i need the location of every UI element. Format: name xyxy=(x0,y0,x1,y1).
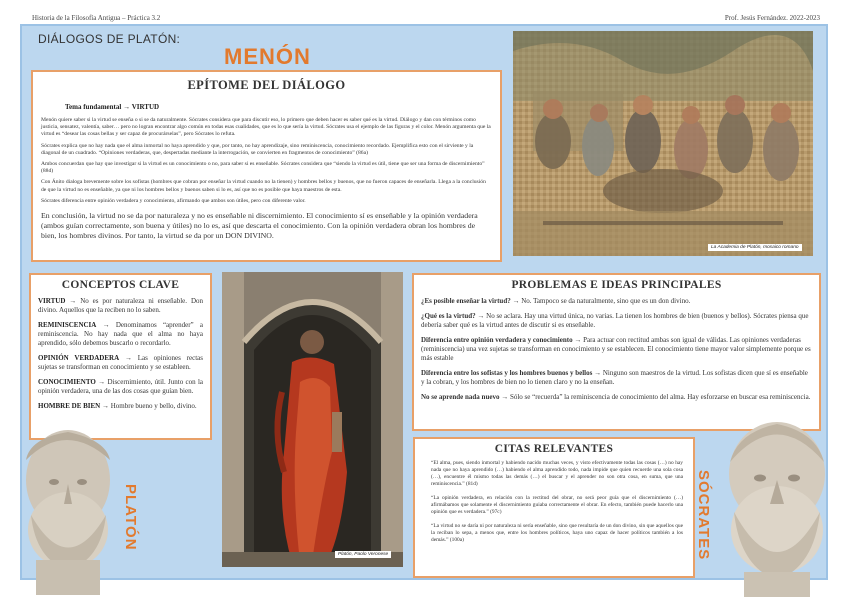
socrates-label: SÓCRATES xyxy=(695,470,712,561)
problem-item xyxy=(421,369,812,387)
problem-item xyxy=(421,312,812,330)
epitome-title: EPÍTOME DEL DIÁLOGO xyxy=(187,78,346,92)
epitome-paragraph: Sócrates explica que no hay nada que el alma inmortal no haya aprendido y que, por tanto, no hay aprendizaje, sino reminiscencia, conocimiento recordado. Ejemplifica esto con el sirviente y la diagonal de un cuadrado. “Opiniones verdaderas, que, despertadas mediante la interrogación, se convierten en fragmentos de conocimiento” (86a) xyxy=(41,142,474,156)
epitome-paragraph: Sócrates diferencia entre opinión verdadera y conocimiento, afirmando que ambos son útiles, pero con diferente valor. xyxy=(41,197,306,204)
concept-item xyxy=(38,354,203,372)
problem-question: No se aprende nada nuevo xyxy=(421,393,500,401)
painting-caption: Platón, Paolo Veronese xyxy=(335,551,391,558)
problem-item xyxy=(421,297,812,306)
plato-bust-image xyxy=(6,420,126,595)
problem-answer: → No. Tampoco se da naturalmente, sino que es un don divino. xyxy=(512,297,691,305)
problem-question: ¿Qué es la virtud? xyxy=(421,312,476,320)
problem-question: ¿Es posible enseñar la virtud? xyxy=(421,297,511,305)
problemas-title: PROBLEMAS E IDEAS PRINCIPALES xyxy=(511,279,722,291)
course-label: Historia de la Filosofía Antigua – Práctica 3.2 xyxy=(32,14,161,22)
socrates-bust-image xyxy=(712,412,842,597)
problem-item xyxy=(421,393,812,402)
problem-item xyxy=(421,336,812,363)
mosaic-caption: La Academia de Platón, mosaico romano xyxy=(708,244,802,251)
quote: “La virtud no se daría ni por naturaleza ni sería enseñable, sino que resultaría de un don divino, sin que aquellos que la reciban lo sepa, a menos que, entre los hombres políticos, haya uno capaz de hacer políticos también a los demás.” (100a) xyxy=(431,523,683,543)
page-header xyxy=(0,0,848,20)
problem-answer: → Para actuar con rectitud ambas son igual de válidas. Las opiniones verdaderas (reminiscencia) una vez sujetas se transforman en conocimiento y se establecen. El conocimiento tiene mayor valor simplemente porque es más estable xyxy=(421,336,811,362)
dialogue-name: MENÓN xyxy=(224,44,311,69)
concept-item xyxy=(38,402,203,411)
platon-label: PLATÓN xyxy=(122,484,139,551)
academy-mosaic-image xyxy=(513,31,813,256)
concept-term: OPINIÓN VERDADERA xyxy=(38,354,120,362)
dialogos-title: DIÁLOGOS DE PLATÓN: xyxy=(38,32,181,46)
quote: “El alma, pues, siendo inmortal y habiendo nacido muchas veces, y visto efectivamente todas las cosas (…) no hay nada que no haya aprendido (…) habiendo el alma aprendido todo, nada impide que quien recuerde una sola cosa (…), encuentre él mismo todas las demás (…) el buscar y el aprender no son otra cosa, en suma, que una reminiscencia.” (81d) xyxy=(431,460,683,487)
epitome-paragraph: Con Ánito dialoga brevemente sobre los sofistas (hombres que cobran por enseñar la virtud cuando no la tienen) y hombres bellos y buenos, que no fueron capaces de enseñarla. Llega a la conclusión de que la virtud no es enseñable, ya que ni los hombres bellos y buenos saben si lo es, así que no es posible que haya maestros de esta. xyxy=(41,179,486,193)
tema-fundamental: Tema fundamental → VIRTUD xyxy=(65,103,160,111)
conceptos-title: CONCEPTOS CLAVE xyxy=(61,279,180,291)
epitome-box xyxy=(31,70,502,262)
problem-answer: → No se aclara. Hay una virtud única, no varias. La tienen los hombres de bien (buenos y bellos). Sócrates piensa que debería saber qué es la virtud antes de discutir si es enseñable. xyxy=(421,312,809,329)
concept-term: CONOCIMIENTO xyxy=(38,378,96,386)
concept-def: → No es por naturaleza ni enseñable. Don divino. Aquellos que la reciben no lo saben. xyxy=(38,297,204,314)
concept-item xyxy=(38,378,203,396)
concept-term: HOMBRE DE BIEN xyxy=(38,402,101,410)
problemas-box xyxy=(412,273,821,431)
epitome-conclusion: En conclusión, la virtud no se da por naturaleza y no es enseñable ni discernimiento. El conocimiento sí es enseñable y la opinión verdadera (ambos guían correctamente, son buena y útiles) no lo es, así que descarta el conocimiento. Con la opinión verdadera obran los hombres de bien, los hombres divinos. Por tanto, la virtud se da por un DON DIVINO. xyxy=(41,211,478,241)
concept-def: → Hombre bueno y bello, divino. xyxy=(101,402,197,410)
epitome-paragraph: Menón quiere saber si la virtud se enseña o si se da naturalmente. Sócrates considera que para discutir eso, lo primero que deben hacer es saber qué es la virtud. Diálogo y dan con términos como justicia, sensatez, valentía, saber… pero no logran encontrar algo común en todas esas cualidades, que es lo que sería la virtud. Sócrates usa el ejemplo de las figuras y el color. Menón argumenta que la virtud es “desear las cosas bellas y ser capaz de procurárselas”, pero Sócrates lo refuta. xyxy=(41,117,491,138)
concept-item xyxy=(38,297,203,315)
concept-item xyxy=(38,321,203,348)
concept-def: → Las opiniones rectas sujetas se transforman en conocimiento y se estableen. xyxy=(38,354,203,371)
concept-term: REMINISCENCIA xyxy=(38,321,97,329)
epitome-paragraph: Ambos concuerdan que hay que investigar si la virtud es un conocimiento o no, para saber si es enseñable. Sócrates considera que “siendo la virtud es útil, tiene que ser una forma de discernimiento” (88d) xyxy=(41,161,485,175)
problem-answer: → Ninguno son maestros de la virtud. Los sofistas dicen que sí es enseñable y la cobran, y los hombres de bien no lo tienen claro y no la enseñan. xyxy=(421,369,808,386)
problem-question: Diferencia entre opinión verdadera y conocimiento xyxy=(421,336,573,344)
concept-term: VIRTUD xyxy=(38,297,66,305)
problem-answer: → Sólo se “recuerda” la reminiscencia de conocimiento del alma. Hay esforzarse en buscar esa reminiscencia. xyxy=(501,393,811,401)
problem-question: Diferencia entre los sofistas y los hombres buenos y bellos xyxy=(421,369,593,377)
plato-painting-image xyxy=(222,272,403,567)
citas-box xyxy=(413,437,695,578)
conceptos-box xyxy=(29,273,212,440)
concept-def: → Discernimiento, útil. Junto con la opinión verdadera, una de las dos cosas que guían bien. xyxy=(38,378,203,395)
citas-title: CITAS RELEVANTES xyxy=(494,443,614,455)
concept-def: → Denominamos “aprender” a reminiscencia. No hay nada que el alma no haya aprendido, sólo debemos buscarlo o recordarlo. xyxy=(38,321,204,347)
quote: “La opinión verdadera, en relación con la rectitud del obrar, no será peor guía que el discernimiento (…) afirmábamos que solamente el discernimiento guiaba correctamente el obrar. En efecto, también puede hacerlo una opinión que es verdadera.” (97c) xyxy=(431,495,683,515)
author-label: Prof. Jesús Fernández. 2022-2023 xyxy=(724,14,820,22)
